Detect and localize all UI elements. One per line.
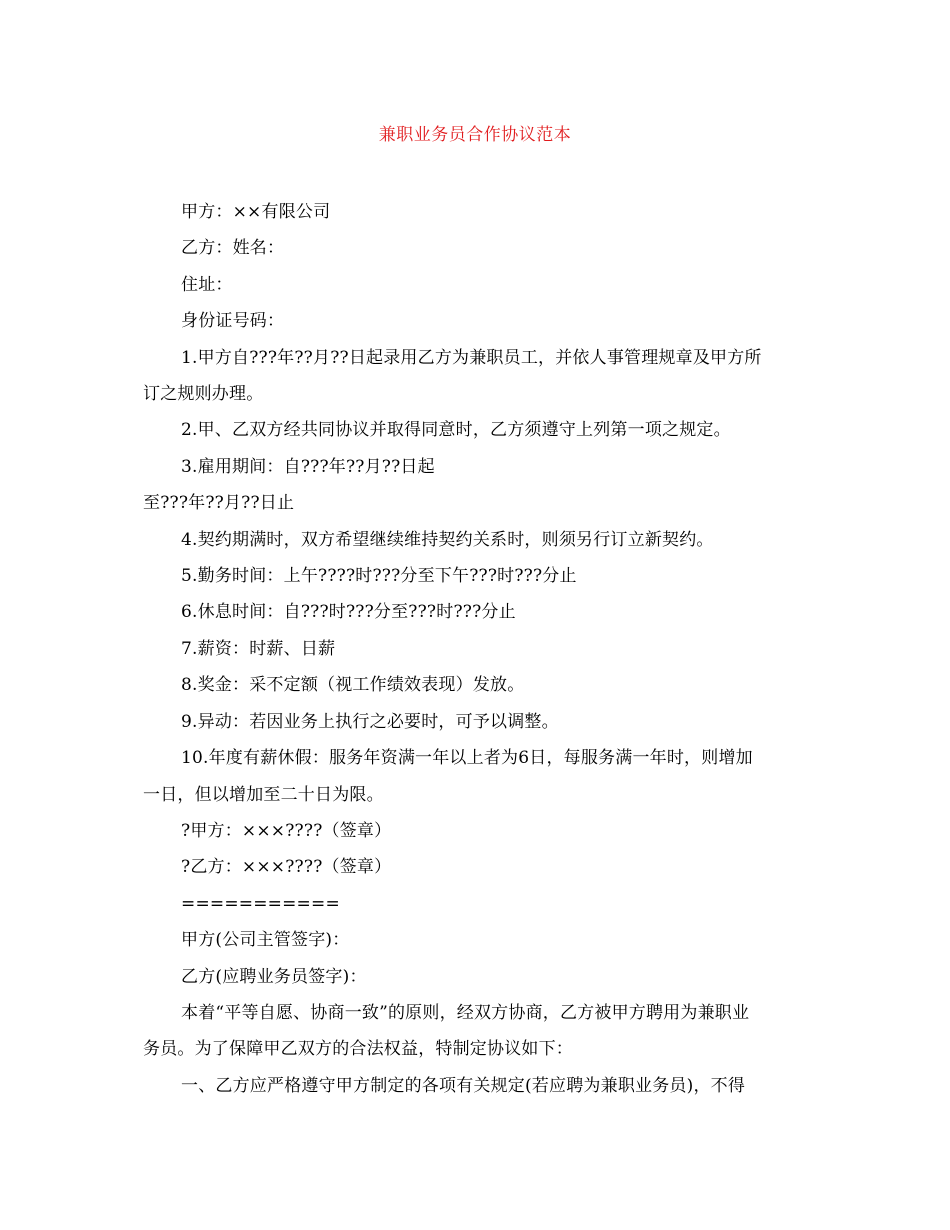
clause-1-line-2: 订之规则办理。	[143, 384, 264, 405]
clause-10-line-1: 10.年度有薪休假：服务年资满一年以上者为6日，每服务满一年时，则增加	[181, 748, 753, 769]
clause-5: 5.勤务时间：上午????时???分至下午???时???分止	[181, 566, 577, 587]
clause-6: 6.休息时间：自???时???分至???时???分止	[181, 602, 516, 623]
clause-1-line-1: 1.甲方自???年??月??日起录用乙方为兼职员工，并依人事管理规章及甲方所	[181, 347, 762, 368]
document-body	[143, 194, 808, 1104]
id-number-line: 身份证号码：	[181, 311, 285, 332]
party-a-line: 甲方：××有限公司	[181, 202, 331, 222]
clause-3-line-1: 3.雇用期间：自???年??月??日起	[181, 456, 435, 477]
article-1-line-1: 一、乙方应严格遵守甲方制定的各项有关规定(若应聘为兼职业务员)，不得	[181, 1075, 746, 1096]
separator-line: ===========	[181, 893, 340, 914]
address-line: 住址：	[181, 274, 233, 295]
clause-7: 7.薪资：时薪、日薪	[181, 638, 336, 659]
party-b-applicant-signature: 乙方(应聘业务员签字)：	[181, 966, 367, 987]
preamble-line-1: 本着“平等自愿、协商一致”的原则，经双方协商，乙方被甲方聘用为兼职业	[181, 1002, 750, 1023]
clause-2: 2.甲、乙双方经共同协议并取得同意时，乙方须遵守上列第一项之规定。	[181, 420, 731, 441]
clause-10-line-2: 一日，但以增加至二十日为限。	[143, 784, 384, 805]
clause-9: 9.异动：若因业务上执行之必要时，可予以调整。	[181, 711, 559, 732]
party-b-signature: ?乙方：×××????（签章）	[181, 857, 392, 878]
document-title: 兼职业务员合作协议范本	[378, 125, 572, 145]
clause-3-line-2: 至???年??月??日止	[143, 493, 295, 514]
party-a-manager-signature: 甲方(公司主管签字)：	[181, 930, 350, 951]
preamble-line-2: 务员。为了保障甲乙双方的合法权益，特制定协议如下：	[143, 1039, 573, 1060]
clause-4: 4.契约期满时，双方希望继续维持契约关系时，则须另行订立新契约。	[181, 529, 714, 550]
party-b-name-line: 乙方：姓名：	[181, 238, 285, 259]
clause-8: 8.奖金：采不定额（视工作绩效表现）发放。	[181, 675, 525, 696]
party-a-signature: ?甲方：×××????（签章）	[181, 820, 392, 841]
